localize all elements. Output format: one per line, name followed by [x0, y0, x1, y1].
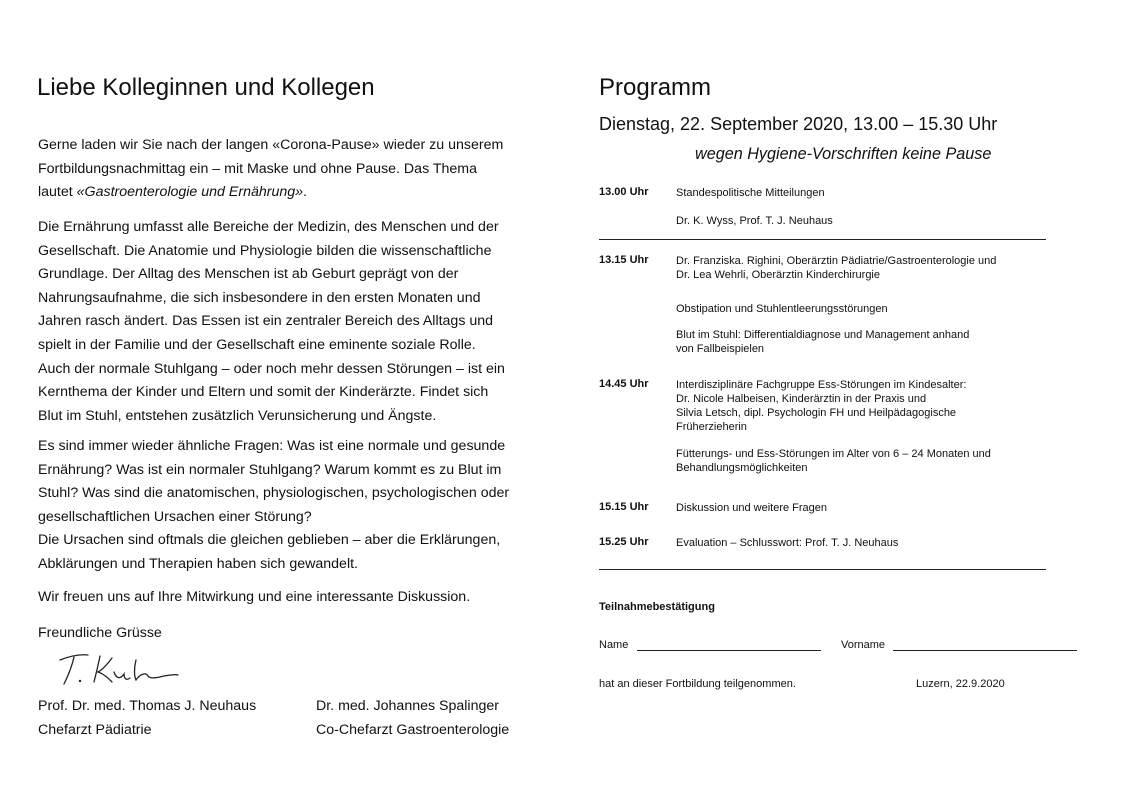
signature-image: [52, 648, 182, 688]
program-time: 15.25 Uhr: [599, 536, 649, 548]
program-text: Dr. Lea Wehrli, Oberärztin Kinderchirurgie: [676, 269, 880, 281]
certificate-heading: Teilnahmebestätigung: [599, 601, 715, 613]
program-time: 13.15 Uhr: [599, 254, 649, 266]
program-divider: [599, 569, 1046, 570]
program-text: Obstipation und Stuhlentleerungsstörungen: [676, 303, 888, 315]
signatory-1: [38, 695, 256, 742]
certificate-place-date: Luzern, 22.9.2020: [916, 678, 1005, 690]
letter-line: Abklärungen und Therapien haben sich gewandelt.: [38, 555, 358, 572]
program-text: Interdisziplinäre Fachgruppe Ess-Störungen im Kindesalter:: [676, 379, 967, 391]
program-heading: Programm: [599, 74, 712, 101]
letter-line: spielt in der Familie und der Gesellschaft eine eminente soziale Rolle.: [38, 336, 476, 353]
letter-line: Die Ursachen sind oftmals die gleichen geblieben – aber die Erklärungen,: [38, 532, 501, 549]
letter-closing: Freundliche Grüsse: [38, 625, 162, 641]
letter-paragraph-4: Wir freuen uns auf Ihre Mitwirkung und eine interessante Diskussion.: [38, 589, 471, 605]
program-text: Früherzieherin: [676, 421, 747, 433]
letter-line: Es sind immer wieder ähnliche Fragen: Was ist eine normale und gesunde: [38, 438, 506, 454]
program-text: Fütterungs- und Ess-Störungen im Alter von 6 – 24 Monaten und: [676, 448, 991, 460]
letter-line: Kernthema der Kinder und Eltern und somit der Kinderärzte. Findet sich: [38, 384, 489, 401]
program-time: 15.15 Uhr: [599, 501, 649, 513]
letter-line: Auch der normale Stuhlgang – oder noch mehr dessen Störungen – ist ein: [38, 360, 505, 377]
letter-line: Gerne laden wir Sie nach der langen «Corona-Pause» wieder zu unserem: [38, 137, 504, 153]
letter-paragraph-1: [38, 134, 503, 205]
letter-line: Jahren rasch ändert. Das Essen ist ein zentraler Bereich des Alltags und: [38, 313, 494, 330]
program-time: 14.45 Uhr: [599, 378, 649, 390]
letter-line: Stuhl? Was sind die anatomischen, physiologischen, psychologischen oder: [38, 485, 510, 502]
signatory-name: Prof. Dr. med. Thomas J. Neuhaus: [38, 698, 257, 714]
program-text: Dr. Nicole Halbeisen, Kinderärztin in der Praxis und: [676, 393, 927, 405]
letter-line: gesellschaftlichen Ursachen einer Störung?: [38, 508, 312, 525]
signatory-name: Dr. med. Johannes Spalinger: [316, 698, 499, 714]
program-note: wegen Hygiene-Vorschriften keine Pause: [695, 145, 992, 163]
letter-paragraph-3: [38, 435, 509, 577]
letter-line: lautet «Gastroenterologie und Ernährung».: [38, 184, 307, 201]
program-text: Diskussion und weitere Fragen: [676, 502, 828, 514]
program-date: Dienstag, 22. September 2020, 13.00 – 15.30 Uhr: [599, 114, 998, 134]
certificate-statement: hat an dieser Fortbildung teilgenommen.: [599, 678, 796, 690]
letter-heading: Liebe Kolleginnen und Kollegen: [37, 74, 375, 101]
firstname-label: Vorname: [841, 639, 886, 651]
program-text: Blut im Stuhl: Differentialdiagnose und Management anhand: [676, 329, 970, 341]
letter-line: Die Ernährung umfasst alle Bereiche der Medizin, des Menschen und der: [38, 219, 499, 235]
letter-line: Blut im Stuhl, entstehen zusätzlich Verunsicherung und Ängste.: [38, 407, 437, 424]
letter-line: Fortbildungsnachmittag ein – mit Maske und ohne Pause. Das Thema: [38, 160, 478, 177]
program-text: Evaluation – Schlusswort: Prof. T. J. Neuhaus: [676, 537, 899, 549]
signatory-role: Chefarzt Pädiatrie: [38, 721, 152, 738]
name-field[interactable]: [637, 650, 821, 651]
letter-line: Gesellschaft. Die Anatomie und Physiologie bilden die wissenschaftliche: [38, 242, 492, 259]
program-text: Dr. K. Wyss, Prof. T. J. Neuhaus: [676, 215, 833, 227]
letter-line: Nahrungsaufnahme, die sich insbesondere in den ersten Monaten und: [38, 289, 481, 306]
signatory-role: Co-Chefarzt Gastroenterologie: [316, 721, 510, 738]
firstname-field[interactable]: [893, 650, 1077, 651]
letter-topic: «Gastroenterologie und Ernährung»: [76, 184, 304, 201]
program-text: von Fallbeispielen: [676, 343, 765, 355]
program-divider: [599, 239, 1046, 240]
signatory-2: [316, 695, 509, 742]
program-text: Behandlungsmöglichkeiten: [676, 462, 808, 474]
name-label: Name: [599, 639, 629, 651]
program-time: 13.00 Uhr: [599, 186, 649, 198]
letter-line: Grundlage. Der Alltag des Menschen ist ab Geburt geprägt von der: [38, 266, 459, 283]
program-text: Silvia Letsch, dipl. Psychologin FH und Heilpädagogische: [676, 407, 957, 419]
program-text: Dr. Franziska. Righini, Oberärztin Pädiatrie/Gastroenterologie und: [676, 255, 997, 267]
program-text: Standespolitische Mitteilungen: [676, 187, 825, 199]
letter-line: Ernährung? Was ist ein normaler Stuhlgang? Warum kommt es zu Blut im: [38, 461, 502, 478]
letter-paragraph-2: [38, 216, 505, 428]
